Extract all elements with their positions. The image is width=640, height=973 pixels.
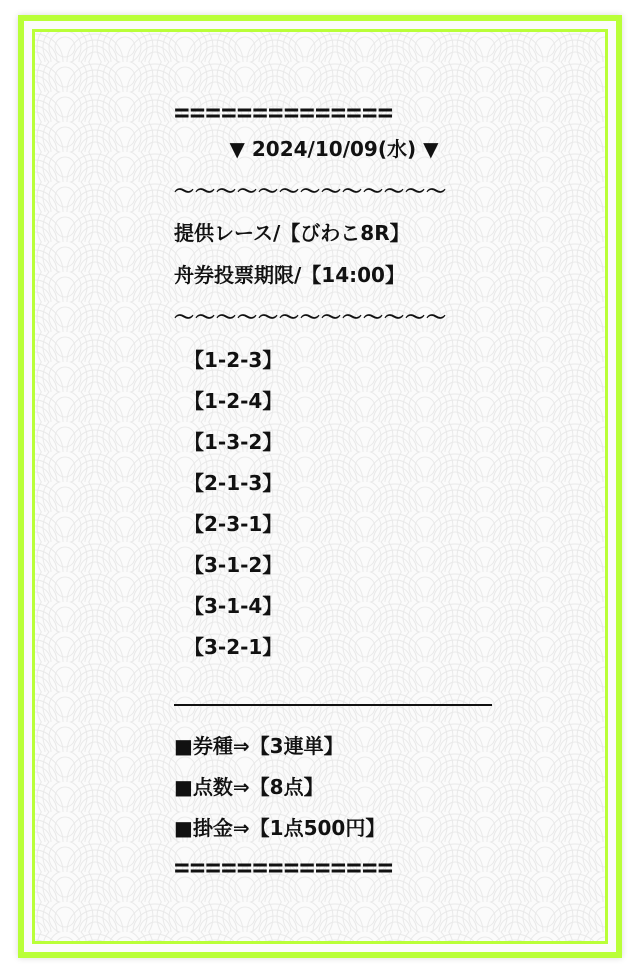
combination-item: 【1-3-2】: [184, 430, 283, 454]
combination-item: 【1-2-4】: [184, 389, 283, 413]
ticket-card: [18, 15, 622, 958]
ticket-card-inner-border: [32, 29, 608, 944]
vote-deadline: 舟券投票期限/【14:00】: [174, 263, 405, 287]
race-date: ▼ 2024/10/09(水) ▼: [229, 137, 439, 161]
horizontal-rule: [174, 704, 492, 706]
combination-item: 【3-2-1】: [184, 635, 283, 659]
wave-divider-2: 〜〜〜〜〜〜〜〜〜〜〜〜〜: [174, 305, 447, 329]
combination-item: 【2-3-1】: [184, 512, 283, 536]
combination-item: 【2-1-3】: [184, 471, 283, 495]
race-name: 提供レース/【びわこ8R】: [174, 221, 410, 245]
combination-list: [174, 340, 494, 668]
ticket-content: [174, 98, 494, 883]
point-count: ■点数⇒【8点】: [174, 775, 324, 799]
combination-item: 【3-1-4】: [184, 594, 283, 618]
wave-divider-1: 〜〜〜〜〜〜〜〜〜〜〜〜〜: [174, 179, 447, 203]
top-divider: ==============: [174, 98, 394, 128]
combination-item: 【1-2-3】: [184, 348, 283, 372]
ticket-type: ■券種⇒【3連単】: [174, 734, 344, 758]
stake-amount: ■掛金⇒【1点500円】: [174, 816, 386, 840]
combination-item: 【3-1-2】: [184, 553, 283, 577]
bottom-divider: ==============: [174, 853, 394, 883]
